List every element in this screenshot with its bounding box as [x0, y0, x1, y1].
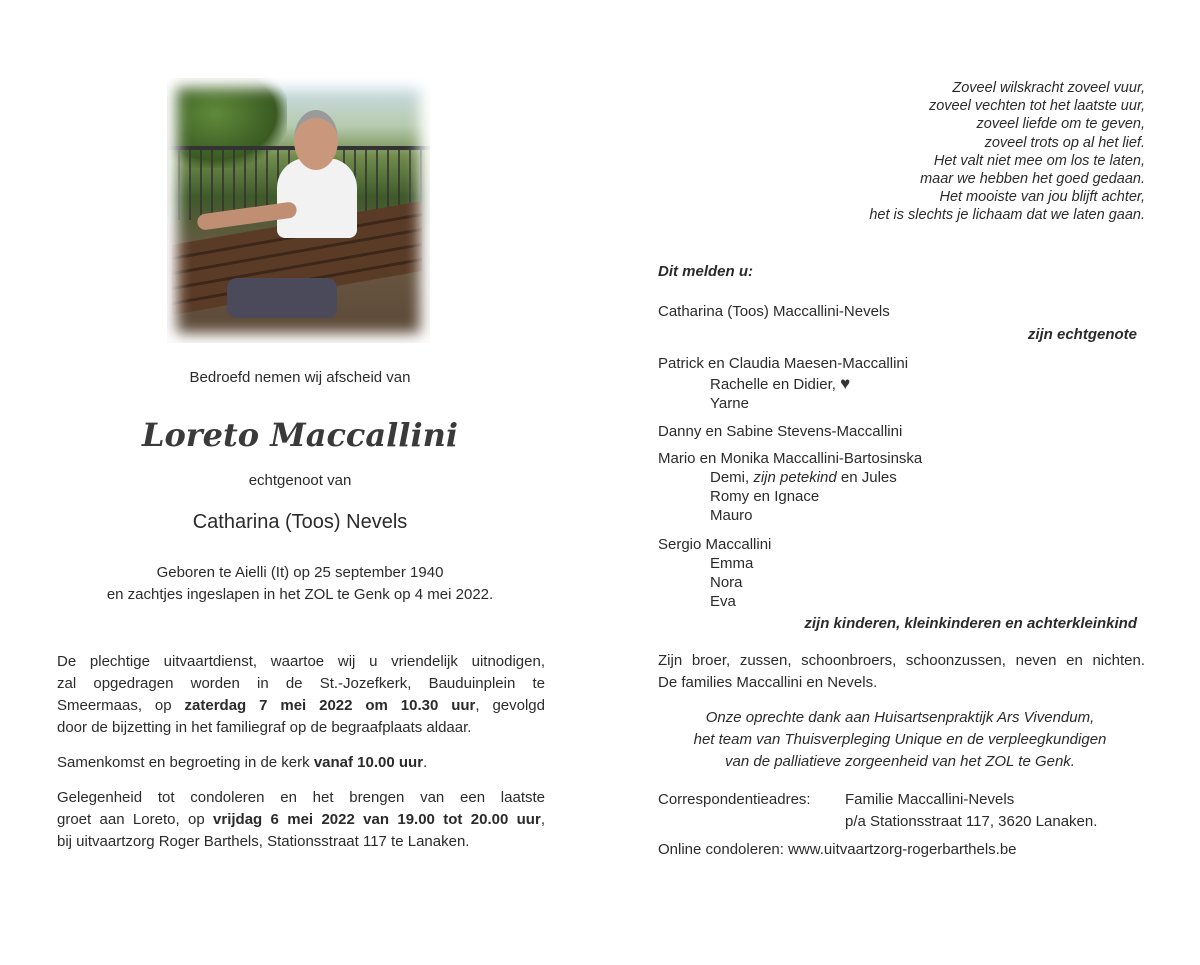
photo-railing: [167, 146, 430, 150]
gathering-time: vanaf 10.00 uur: [313, 754, 424, 771]
poem-line: Zoveel wilskracht zoveel vuur,: [952, 80, 1145, 96]
thanks-line: het team van Thuisverpleging Unique en de verpleegkundigen: [693, 731, 1107, 748]
intro-text: Bedroefd nemen wij afscheid van: [189, 369, 411, 386]
condolence-paragraph: [57, 787, 545, 853]
family-child: Sergio Maccallini: [658, 536, 772, 553]
family-grandchild: Demi, zijn petekind en Jules: [710, 469, 897, 486]
family-grandchild: Eva: [710, 593, 736, 610]
portrait-photo: [167, 78, 430, 343]
poem-line: maar we hebben het goed gedaan.: [920, 171, 1145, 188]
family-grandchild: Rachelle en Didier, ♥: [710, 374, 851, 393]
poem-line: zoveel liefde om te geven,: [976, 116, 1145, 133]
address-label: Correspondentieadres:: [658, 791, 811, 808]
family-child: Mario en Monika Maccallini-Bartosinska: [658, 450, 923, 467]
poem-line: Het mooiste van jou blijft achter,: [939, 189, 1145, 206]
gathering-paragraph: Samenkomst en begroeting in de kerk vanaf 10.00 uur.: [57, 754, 428, 771]
poem-line: zoveel vechten tot het laatste uur,: [928, 98, 1145, 115]
relatives-paragraph: [658, 650, 1145, 694]
condolence-time: vrijdag 6 mei 2022 van 19.00 tot 20.00 uur: [213, 811, 541, 828]
photo-person-arm: [196, 201, 297, 231]
wife-role: zijn echtgenote: [1027, 326, 1137, 343]
spouse-label: echtgenoot van: [248, 472, 352, 489]
poem-line: Het valt niet mee om los te laten,: [933, 152, 1145, 169]
family-child: Patrick en Claudia Maesen-Maccallini: [658, 355, 909, 372]
photo-tree: [167, 78, 287, 168]
service-line: De plechtige uitvaartdienst, waartoe wij u vriendelijk uitnodigen,: [57, 653, 545, 670]
thanks-text: [640, 707, 1160, 773]
family-wife: Catharina (Toos) Maccallini-Nevels: [658, 303, 890, 320]
poem-line: het is slechts je lichaam dat we laten gaan.: [869, 207, 1145, 224]
heart-icon: ♥: [840, 374, 851, 393]
address-line: p/a Stationsstraat 117, 3620 Lanaken.: [845, 813, 1098, 830]
photo-person-shirt: [277, 158, 357, 238]
family-grandchild: Romy en Ignace: [710, 488, 820, 505]
deceased-name: Loreto Maccallini: [141, 416, 459, 454]
birth-text: Geboren te Aielli (It) op 25 september 1940: [156, 564, 444, 581]
family-grandchild: Emma: [710, 555, 754, 572]
death-text: en zachtjes ingeslapen in het ZOL te Genk op 4 mei 2022.: [106, 586, 494, 603]
family-grandchild: Mauro: [710, 507, 753, 524]
relatives-line: Zijn broer, zussen, schoonbroers, schoonzussen, neven en nichten.: [658, 652, 1145, 669]
service-date: zaterdag 7 mei 2022 om 10.30 uur: [184, 697, 476, 714]
service-paragraph: [57, 651, 545, 739]
service-line: Smeermaas, op zaterdag 7 mei 2022 om 10.30 uur, gevolgd: [57, 697, 545, 714]
condolence-line: bij uitvaartzorg Roger Barthels, Stationsstraat 117 te Lanaken.: [57, 833, 470, 850]
photo-person-head: [294, 110, 338, 170]
photo-railing-bars: [167, 150, 430, 220]
spouse-name: Catharina (Toos) Nevels: [192, 511, 408, 533]
online-condolence-link[interactable]: Online condoleren: www.uitvaartzorg-rogerbarthels.be: [658, 841, 1017, 858]
poem: [869, 79, 1145, 225]
photo-bench: [172, 201, 422, 315]
address-line: Familie Maccallini-Nevels: [845, 791, 1015, 808]
photo-person-legs: [227, 278, 337, 318]
relatives-line: De families Maccallini en Nevels.: [658, 674, 878, 691]
service-line: door de bijzetting in het familiegraf op de begraafplaats aldaar.: [57, 719, 472, 736]
thanks-line: Onze oprechte dank aan Huisartsenpraktijk Ars Vivendum,: [705, 709, 1095, 726]
condolence-line: groet aan Loreto, op vrijdag 6 mei 2022 van 19.00 tot 20.00 uur,: [57, 811, 545, 828]
family-child: Danny en Sabine Stevens-Maccallini: [658, 423, 903, 440]
thanks-line: van de palliatieve zorgeenheid van het ZOL te Genk.: [725, 753, 1075, 770]
condolence-line: Gelegenheid tot condoleren en het brengen van een laatste: [57, 789, 545, 806]
poem-line: zoveel trots op al het lief.: [984, 134, 1145, 151]
service-line: zal opgedragen worden in de St.-Jozefkerk, Bauduinplein te: [57, 675, 545, 692]
children-role: zijn kinderen, kleinkinderen en achterkleinkind: [804, 615, 1137, 632]
family-grandchild: Nora: [710, 574, 743, 591]
family-grandchild: Yarne: [710, 395, 749, 412]
announce-heading: Dit melden u:: [658, 263, 754, 280]
